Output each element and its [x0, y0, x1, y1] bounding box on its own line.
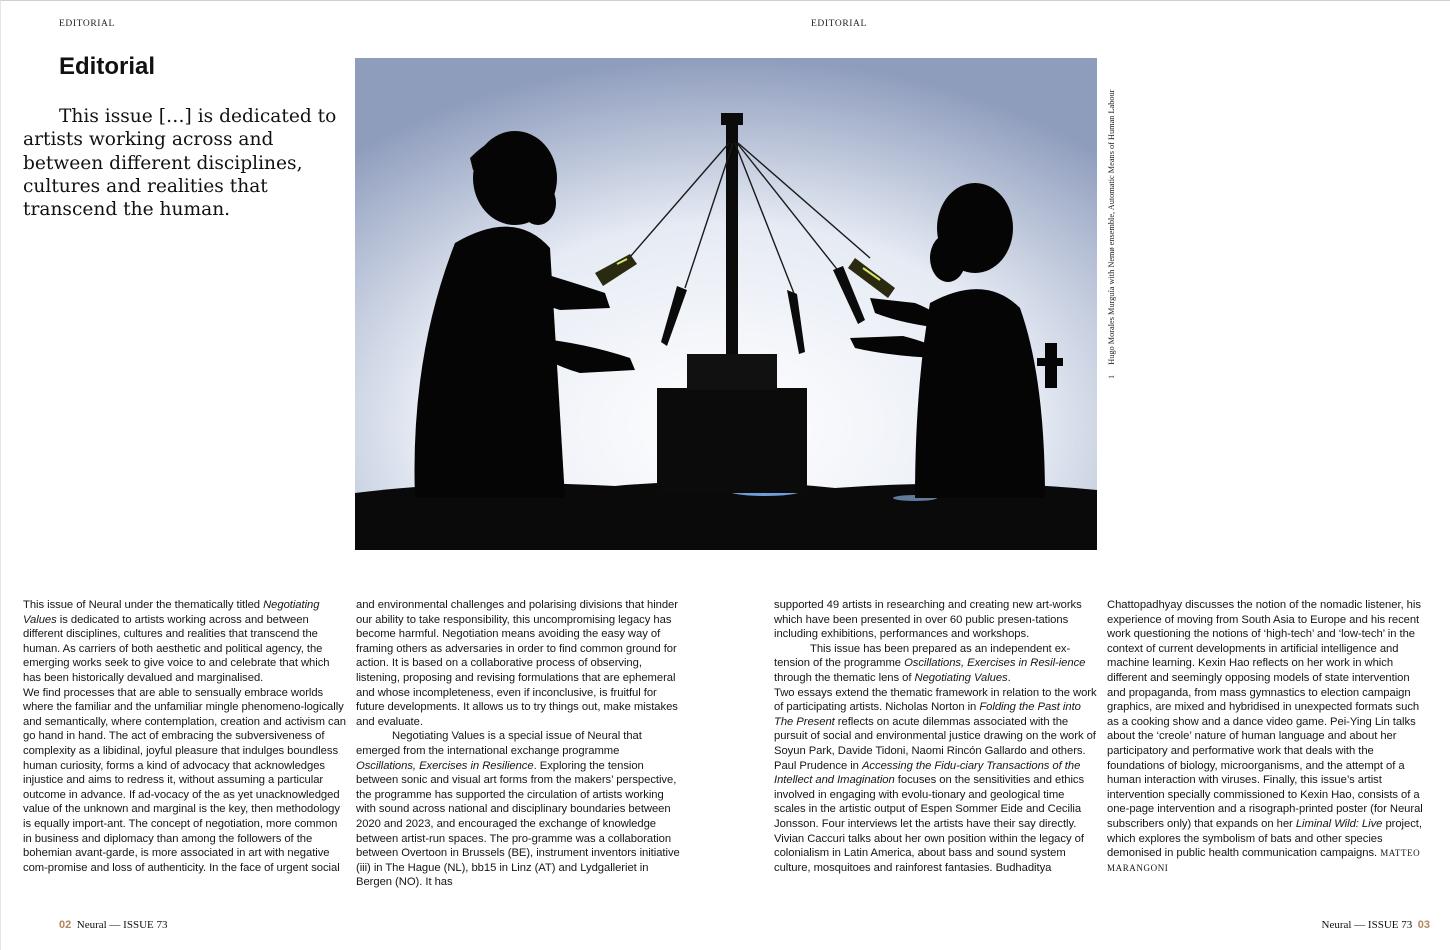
pull-quote: This issue […] is dedicated to artists working across and between different disciplines, cultures and realities that transcend the human. — [23, 106, 337, 221]
equipment-box — [657, 388, 807, 493]
folio-left — [59, 919, 168, 931]
page-title: Editorial — [59, 53, 156, 80]
running-head-left: EDITORIAL — [59, 19, 115, 29]
article-column-3: supported 49 artists in researching and creating new art-works which have been presented in over 60 public presen-tations including exhibitions, performances and workshops. This issue has been prepared as an independent ex-tension of the programme Oscillations, Exercises in Resil-ience through the thematic lens of Negotiating Values. Two essays extend the thematic framework in relation to the work of participating artists. Nicholas Norton in Folding the Past into The Present reflects on acute dilemmas associated with the pursuit of social and environmental justice drawing on the work of Soyun Park, Davide Tidoni, Naomi Rincón Gallardo and others. Paul Prudence in Accessing the Fidu-ciary Transactions of the Intellect and Imagination focuses on the sensitivities and ethics involved in engaging with evolu-tionary and geological time scales in the artistic output of Espen Sommer Eide and Cecilia Jonsson. Four interviews let the artists have their say directly. Vivian Caccuri talks about her own position within the legacy of colonialism in Latin America, about bass and sound system culture, mosquitoes and rainforest fantasies. Budhaditya — [774, 599, 1097, 874]
publication-right: Neural — ISSUE 73 — [1321, 919, 1413, 931]
article-column-2: and environmental challenges and polarising divisions that hinder our ability to take responsibility, this uncompromising legacy has become harmful. Negotiation means avoiding the easy way of framing others as adversaries in order to find common ground for action. It is based on a collaborative process of observing, listening, proposing and revising formulations that are ephemeral and whose incompleteness, even if inconclusive, is fruitful for future developments. It allows us to try things out, make mistakes and evaluate. Negotiating Values is a special issue of Neural that emerged from the international exchange programme Oscillations, Exercises in Resilience. Exploring the tension between sonic and visual art forms from the makers’ perspective, the programme has supported the circulation of artists working with sound across national and disciplinary boundaries between 2020 and 2023, and encouraged the exchange of knowledge between artist-run spaces. The pro-gramme was a collaboration between Overtoon in Brussels (BE), instrument inventors initiative (iii) in The Hague (NL), bb15 in Linz (AT) and Lydgalleriet in Bergen (NO). It has — [356, 599, 680, 889]
publication-left: Neural — ISSUE 73 — [76, 919, 168, 931]
editorial-photo — [355, 58, 1097, 550]
author-signature: MATTEO MARANGONI — [1107, 848, 1421, 873]
running-head-right: EDITORIAL — [811, 19, 867, 29]
article-column-4: Chattopadhyay discusses the notion of the nomadic listener, his experience of moving from South Asia to Europe and his recent work questioning the notions of ‘high-tech’ and ‘low-tech’ in the context of current developments in artificial intelligence and machine learning. Kexin Hao reflects on her work in which different and seemingly opposing models of state intervention and propaganda, from mass gymnastics to election campaign graphics, are mixed and hybridised in unexpected formats such as a cooking show and a dance video game. Pei-Ying Lin talks about the ‘creole’ nature of human language and about her participatory and performative work that deals with the foundations of biology, microorganisms, and the attempt of a human interaction with viruses. Finally, this issue’s artist intervention specially commissioned to Kexin Hao, consists of a one-page intervention and a risograph-printed poster (for Neural subscribers only) that expands on her Liminal Wild: Live project, which explores the symbolism of bats and other species demonised in public health communication campaigns. MATTEO MARANGONI — [1107, 599, 1423, 873]
folio-right — [1322, 919, 1431, 931]
photo-caption — [1105, 59, 1119, 379]
article-column-1: This issue of Neural under the thematically titled Negotiating Values is dedicated to artists working across and between different disciplines, cultures and realities that transcend the human. As carriers of both aesthetic and political agency, the emerging works seek to give voice to and celebrate that which has been historically devalued and marginalised. We find processes that are able to sensually embrace worlds where the familiar and the unfamiliar mingle phenomeno-logically and semantically, where contemplation, creation and activism can go hand in hand. The act of embracing the subversiveness of complexity as a libidinal, joyful pleasure that indulges boundless human curiosity, forms a kind of advocacy that acknowledges injustice and aims to redress it, without assuming a particular outcome in advance. If ad-vocacy of the as yet unacknowledged value of the unknown and marginal is the key, then methodology is equally import-ant. The concept of negotiation, more common in business and diplomacy than among the followers of the bohemian avant-garde, is more associated in art with negative com-promise and loss of authenticity. In the face of urgent social — [23, 599, 347, 874]
caption-text: Hugo Morales Murguía with Nemø ensemble, Automatic Means of Human Labour — [1107, 89, 1116, 365]
page-number-left: 02 — [59, 919, 72, 931]
caption-number: 1 — [1107, 374, 1116, 379]
page-number-right: 03 — [1417, 919, 1430, 931]
